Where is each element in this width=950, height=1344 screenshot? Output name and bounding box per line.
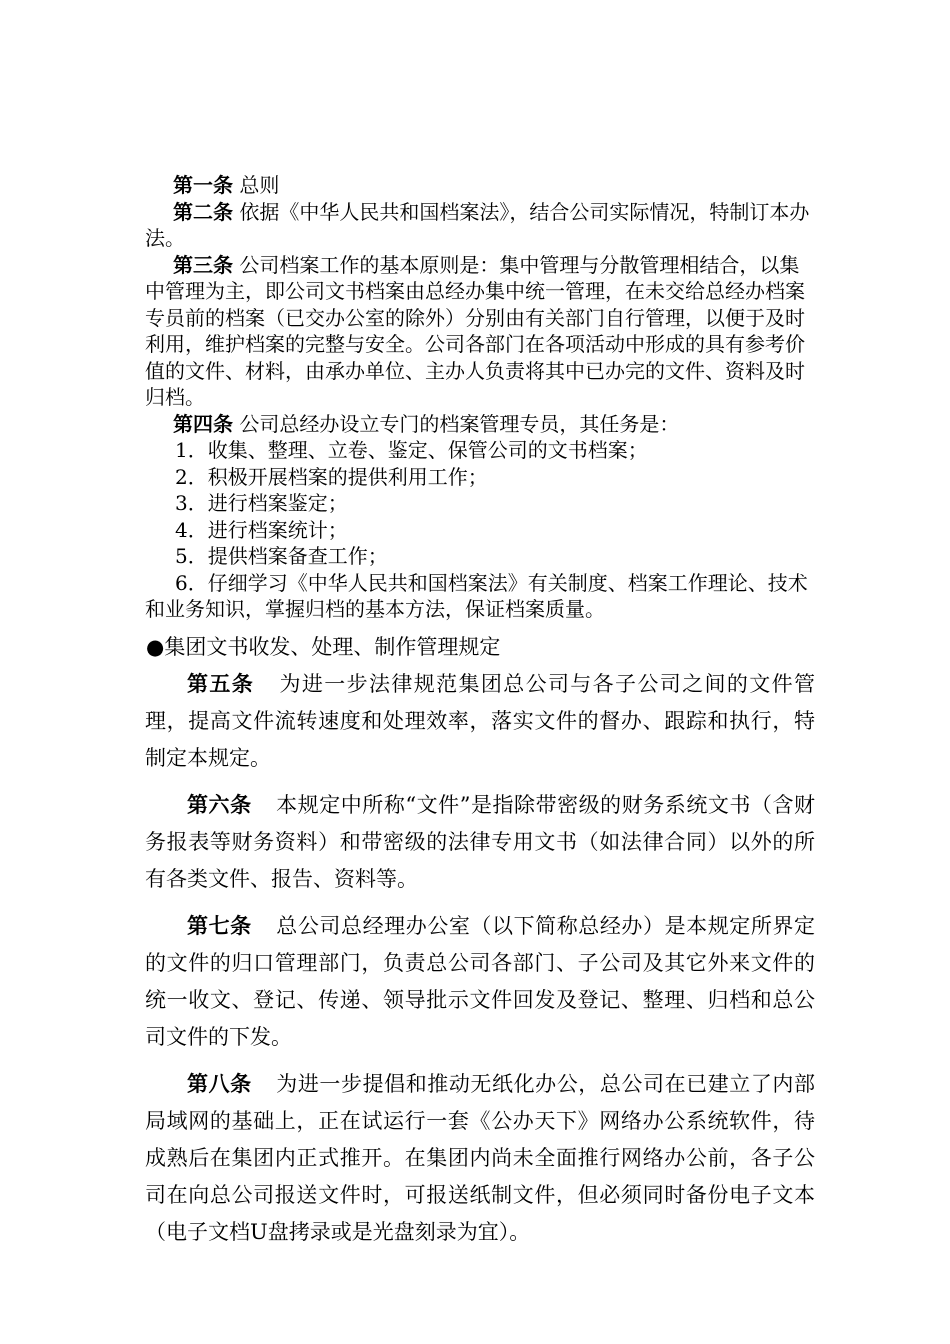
article-3 <box>145 252 815 411</box>
article-2-label: 第二条 <box>173 199 233 224</box>
document-handling-section <box>145 665 815 1251</box>
task-item: 3．进行档案鉴定； <box>175 491 348 515</box>
article-7 <box>145 907 815 1056</box>
article-3-label: 第三条 <box>173 252 233 277</box>
article-5 <box>145 665 815 777</box>
article-5-label: 第五条 <box>187 671 255 696</box>
article-1-label: 第一条 <box>173 173 233 197</box>
article-6-text: 本规定中所称“文件”是指除带密级的财务系统文书（含财务报表等财务资料）和带密级的法律专用文书（如法律合同）以外的所有各类文件、报告、资料等。 <box>145 793 815 891</box>
article-3-text: 公司档案工作的基本原则是：集中管理与分散管理相结合，以集中管理为主，即公司文书档案由总经办集中统一管理，在未交给总经办档案专员前的档案（已交办公室的除外）分别由有关部门自行管理，以便于及时利用，维护档案的完整与安全。公司各部门在各项活动中形成的具有参考价值的文件、材料，由承办单位、主办人负责将其中已办完的文件、资料及时归档。 <box>145 252 805 409</box>
article-2-text: 依据《中华人民共和国档案法》，结合公司实际情况，特制订本办法。 <box>145 199 810 250</box>
task-item: 2．积极开展档案的提供利用工作； <box>175 464 488 489</box>
article-5-text: 为进一步法律规范集团总公司与各子公司之间的文件管理，提高文件流转速度和处理效率，落实文件的督办、跟踪和执行，特制定本规定。 <box>145 672 816 770</box>
article-8-text: 为进一步提倡和推动无纸化办公，总公司在已建立了内部局域网的基础上，正在试运行一套《公办天下》网络办公系统软件，待成熟后在集团内正式推开。在集团内尚未全面推行网络办公前，各子公司在向总公司报送文件时，可报送纸制文件，但必须同时备份电子文本（电子文档U盘拷录或是光盘刻录为宜）。 <box>145 1072 816 1244</box>
article-2 <box>145 199 815 252</box>
article-4-label: 第四条 <box>173 411 233 436</box>
article-8-label: 第八条 <box>187 1071 252 1096</box>
article-7-label: 第七条 <box>187 913 252 938</box>
task-item: 4．进行档案统计； <box>175 517 348 542</box>
article-4-text: 公司总经办设立专门的档案管理专员，其任务是： <box>233 411 680 436</box>
archive-rules-section <box>145 172 815 623</box>
article-7-text: 总公司总经理办公室（以下简称总经办）是本规定所界定的文件的归口管理部门，负责总公司各部门、子公司及其它外来文件的统一收文、登记、传递、领导批示文件回发及登记、整理、归档和总公司文件的下发。 <box>145 914 816 1049</box>
article-6-label: 第六条 <box>187 792 252 817</box>
article-1 <box>145 172 815 199</box>
article-4 <box>145 411 815 438</box>
article-8 <box>145 1065 815 1251</box>
task-item: 1．收集、整理、立卷、鉴定、保管公司的文书档案； <box>175 438 648 462</box>
task-item: 6．仔细学习《中华人民共和国档案法》有关制度、档案工作理论、技术和业务知识，掌握归档的基本方法，保证档案质量。 <box>145 570 808 621</box>
article-1-text: 总则 <box>233 173 280 197</box>
article-6 <box>145 786 815 898</box>
task-item: 5．提供档案备查工作； <box>175 544 388 568</box>
section-heading: ●集团文书收发、处理、制作管理规定 <box>146 635 501 659</box>
